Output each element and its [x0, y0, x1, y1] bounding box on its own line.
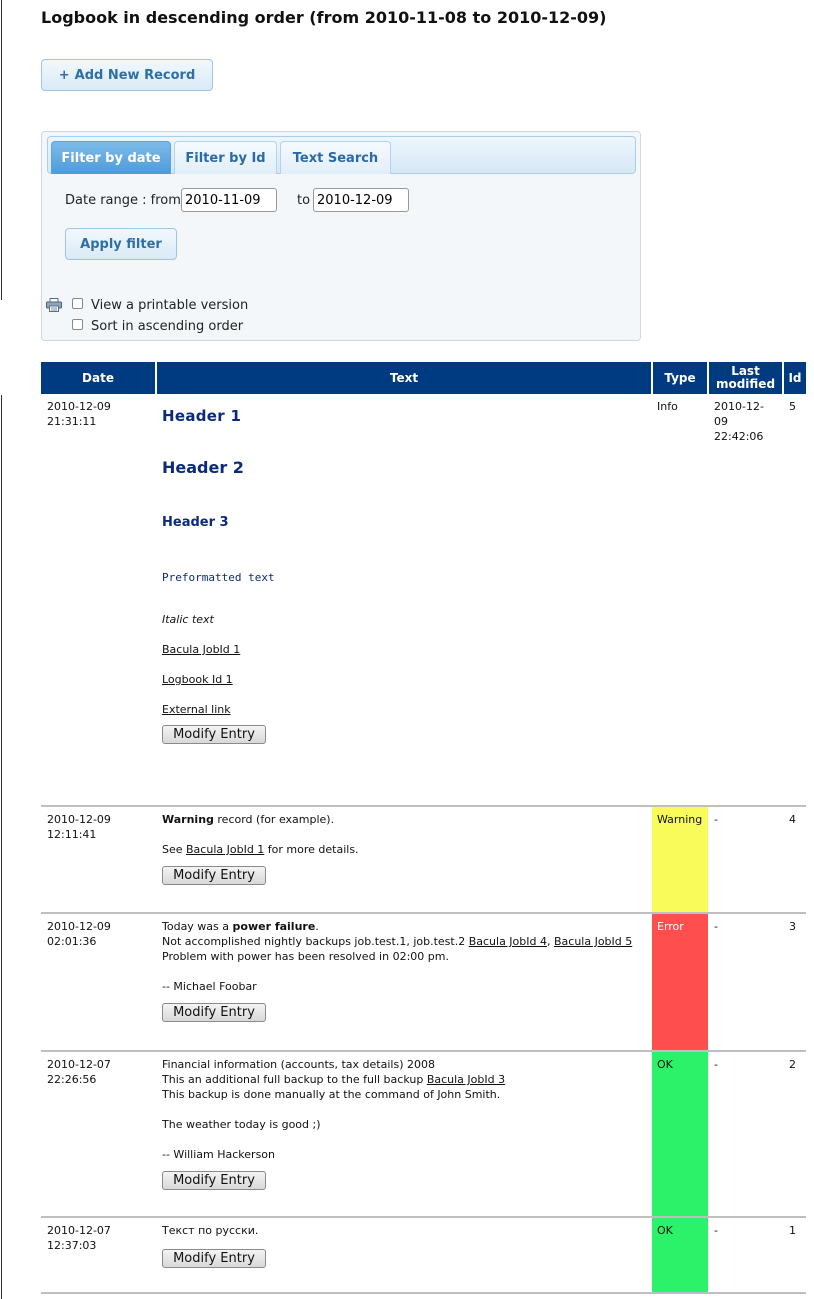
- page-title: Logbook in descending order (from 2010-11-08 to 2010-12-09): [41, 8, 607, 27]
- cell-date: 2010-12-09 12:11:41: [41, 806, 156, 913]
- cell-type: Warning: [652, 806, 708, 913]
- column-header-type: Type: [652, 362, 708, 394]
- record-line: Today was a power failure.: [162, 920, 319, 933]
- record-header-1: Header 1: [162, 407, 242, 425]
- tab-filter-by-id[interactable]: Filter by Id: [174, 141, 277, 174]
- cell-last-modified: 2010-12-09 22:42:06: [708, 394, 783, 806]
- filter-panel: [41, 131, 641, 341]
- printable-version-label: View a printable version: [91, 298, 249, 313]
- table-row: [41, 1051, 806, 1217]
- column-header-text: Text: [156, 362, 652, 394]
- cell-last-modified: -: [708, 806, 783, 913]
- date-from-input[interactable]: [181, 188, 277, 212]
- record-line: See Bacula JobId 1 for more details.: [162, 843, 359, 856]
- column-header-date: Date: [41, 362, 156, 394]
- cell-text: [156, 394, 652, 806]
- filter-tabs: [47, 136, 636, 174]
- cell-type: OK: [652, 1217, 708, 1293]
- record-line: Warning record (for example).: [162, 813, 335, 826]
- cell-text: [156, 913, 652, 1051]
- cell-text: [156, 806, 652, 913]
- date-from-label: Date range : from: [65, 193, 181, 208]
- cell-id: 5: [783, 394, 806, 806]
- cell-date: 2010-12-09 21:31:11: [41, 394, 156, 806]
- record-line: The weather today is good ;): [162, 1118, 321, 1131]
- record-line: This backup is done manually at the command of John Smith.: [162, 1088, 501, 1101]
- table-row: [41, 394, 806, 806]
- cell-type: Error: [652, 913, 708, 1051]
- modify-entry-button[interactable]: Modify Entry: [162, 866, 266, 885]
- cell-last-modified: -: [708, 1217, 783, 1293]
- bacula-jobid-link[interactable]: Bacula JobId 5: [553, 935, 633, 948]
- date-to-input[interactable]: [313, 188, 409, 212]
- cell-id: 3: [783, 913, 806, 1051]
- column-header-last-modified: Last modified: [708, 362, 783, 394]
- cell-text: [156, 1051, 652, 1217]
- modify-entry-button[interactable]: Modify Entry: [162, 1171, 266, 1190]
- cell-type: Info: [652, 394, 708, 806]
- cell-text: [156, 1217, 652, 1293]
- column-header-id: Id: [783, 362, 806, 394]
- cell-type: OK: [652, 1051, 708, 1217]
- external-link[interactable]: External link: [162, 703, 231, 716]
- add-new-record-button[interactable]: [41, 59, 213, 91]
- tab-filter-by-date[interactable]: Filter by date: [51, 141, 171, 174]
- record-signature: -- Michael Foobar: [162, 980, 257, 993]
- sort-ascending-label: Sort in ascending order: [91, 319, 244, 334]
- cell-last-modified: -: [708, 913, 783, 1051]
- apply-filter-button[interactable]: Apply filter: [65, 228, 177, 260]
- table-header-row: [41, 362, 806, 394]
- cell-id: 2: [783, 1051, 806, 1217]
- table-row: [41, 806, 806, 913]
- cell-date: 2010-12-09 02:01:36: [41, 913, 156, 1051]
- record-signature: -- William Hackerson: [162, 1148, 276, 1161]
- logbook-table: [41, 362, 806, 1294]
- cell-id: 1: [783, 1217, 806, 1293]
- modify-entry-button[interactable]: Modify Entry: [162, 1003, 266, 1022]
- record-line: Текст по русски.: [162, 1224, 259, 1237]
- left-frame-line: [1, 0, 2, 300]
- cell-date: 2010-12-07 22:26:56: [41, 1051, 156, 1217]
- modify-entry-button[interactable]: Modify Entry: [162, 725, 266, 744]
- cell-last-modified: -: [708, 1051, 783, 1217]
- record-line: Financial information (accounts, tax details) 2008: [162, 1058, 435, 1071]
- sort-ascending-checkbox[interactable]: [72, 319, 83, 330]
- plus-icon: +: [58, 67, 70, 83]
- record-line: This an additional full backup to the full backup Bacula JobId 3: [162, 1073, 506, 1086]
- cell-date: 2010-12-07 12:37:03: [41, 1217, 156, 1293]
- bacula-jobid-link[interactable]: Bacula JobId 4: [468, 935, 547, 948]
- record-preformatted-text: Preformatted text: [162, 571, 275, 584]
- record-line: Problem with power has been resolved in 02:00 pm.: [162, 950, 449, 963]
- tab-text-search[interactable]: Text Search: [280, 141, 391, 174]
- logbook-id-link[interactable]: Logbook Id 1: [162, 673, 233, 686]
- table-row: [41, 1217, 806, 1293]
- record-header-3: Header 3: [162, 515, 229, 530]
- printable-version-checkbox[interactable]: [72, 298, 83, 309]
- table-row: [41, 913, 806, 1051]
- record-header-2: Header 2: [162, 458, 244, 477]
- cell-id: 4: [783, 806, 806, 913]
- left-frame-line: [1, 395, 2, 1299]
- bacula-jobid-link[interactable]: Bacula JobId 1: [162, 643, 241, 656]
- printer-icon: [46, 298, 62, 312]
- date-to-label: to: [297, 193, 311, 208]
- modify-entry-button[interactable]: Modify Entry: [162, 1249, 266, 1268]
- bacula-jobid-link[interactable]: Bacula JobId 3: [426, 1073, 506, 1086]
- record-line: Not accomplished nightly backups job.test.1, job.test.2 Bacula JobId 4, Bacula JobId 5: [162, 935, 633, 948]
- add-new-record-label: Add New Record: [74, 67, 196, 83]
- record-italic-text: Italic text: [162, 613, 214, 626]
- bacula-jobid-link[interactable]: Bacula JobId 1: [186, 843, 265, 856]
